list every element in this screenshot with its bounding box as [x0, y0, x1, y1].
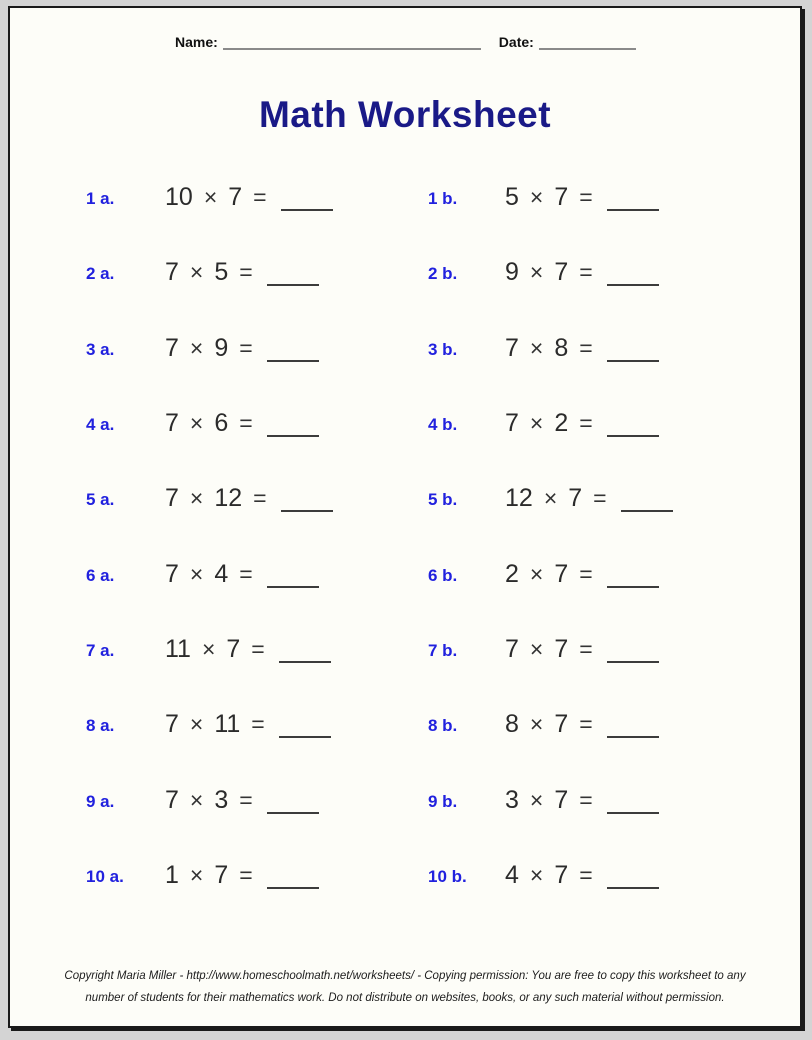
factor1: 7 [165, 484, 179, 513]
problem-label-10a: 10 a. [86, 866, 124, 886]
factor1: 1 [165, 860, 179, 889]
factor1: 5 [505, 183, 519, 212]
factor1: 7 [505, 634, 519, 663]
answer-blank [607, 431, 659, 437]
problem-2b [505, 258, 659, 287]
factor2: 7 [228, 183, 243, 212]
factor2: 12 [214, 484, 243, 513]
times-sign: × [529, 184, 544, 211]
factor2: 11 [214, 710, 241, 739]
problem-label-8a: 8 a. [86, 716, 115, 736]
answer-blank [607, 657, 659, 663]
answer-blank [607, 732, 659, 738]
factor1: 7 [165, 559, 179, 588]
factor2: 3 [214, 785, 229, 814]
problem-label-2b: 2 b. [428, 264, 458, 284]
problem-8b [505, 710, 659, 739]
factor1: 4 [505, 860, 519, 889]
problem-list [10, 160, 800, 913]
problem-row-1 [10, 160, 800, 235]
factor1: 12 [505, 484, 533, 513]
problem-3a [165, 334, 428, 363]
times-sign: × [529, 334, 544, 361]
times-sign: × [189, 334, 204, 361]
copyright-line-2: number of students for their mathematics work. Do not distribute on websites, books, or any such material without permission. [85, 992, 725, 1005]
answer-blank [607, 582, 659, 588]
problem-1a [165, 183, 428, 212]
problem-4a [165, 409, 428, 438]
factor1: 9 [505, 258, 519, 287]
answer-blank [267, 431, 319, 437]
problem-label-4a: 4 a. [86, 415, 115, 435]
problem-label-9b: 9 b. [428, 791, 458, 811]
equals-sign: = [239, 786, 253, 813]
times-sign: × [543, 485, 558, 512]
factor1: 7 [165, 785, 179, 814]
answer-blank [267, 582, 319, 588]
problem-row-4 [10, 386, 800, 461]
factor1: 7 [165, 258, 179, 287]
factor2: 5 [214, 258, 229, 287]
factor1: 7 [165, 710, 179, 739]
problem-label-2a: 2 a. [86, 264, 115, 284]
worksheet-page [8, 6, 802, 1028]
factor1: 2 [505, 559, 519, 588]
problem-label-3a: 3 a. [86, 339, 115, 359]
problem-label-5a: 5 a. [86, 490, 115, 510]
equals-sign: = [239, 861, 253, 888]
answer-blank [281, 506, 333, 512]
problem-label-4b: 4 b. [428, 415, 458, 435]
equals-sign: = [253, 184, 267, 211]
equals-sign: = [251, 711, 265, 738]
problem-label-8b: 8 b. [428, 716, 458, 736]
factor2: 2 [554, 409, 569, 438]
problem-9a [165, 786, 428, 815]
equals-sign: = [239, 410, 253, 437]
header [175, 34, 636, 50]
problem-row-6 [10, 536, 800, 611]
factor2: 7 [568, 484, 583, 513]
equals-sign: = [579, 861, 593, 888]
times-sign: × [189, 485, 204, 512]
factor2: 7 [554, 860, 569, 889]
problem-3b [505, 334, 659, 363]
equals-sign: = [579, 560, 593, 587]
problem-label-9a: 9 a. [86, 791, 115, 811]
answer-blank [607, 205, 659, 211]
problem-9b [505, 786, 659, 815]
factor1: 7 [165, 333, 179, 362]
factor1: 3 [505, 785, 519, 814]
equals-sign: = [579, 786, 593, 813]
times-sign: × [529, 560, 544, 587]
factor1: 8 [505, 710, 519, 739]
answer-blank [621, 506, 673, 512]
problem-7a [165, 635, 428, 664]
factor1: 7 [505, 409, 519, 438]
equals-sign: = [579, 259, 593, 286]
problem-label-1a: 1 a. [86, 189, 115, 209]
problem-row-7 [10, 612, 800, 687]
name-blank-line [223, 35, 481, 50]
factor1: 11 [165, 634, 191, 663]
problem-6a [165, 560, 428, 589]
problem-7b [505, 635, 659, 664]
problem-row-2 [10, 235, 800, 310]
equals-sign: = [253, 485, 267, 512]
answer-blank [267, 808, 319, 814]
times-sign: × [529, 861, 544, 888]
times-sign: × [189, 410, 204, 437]
factor1: 7 [505, 333, 519, 362]
factor2: 7 [554, 559, 569, 588]
problem-row-5 [10, 461, 800, 536]
equals-sign: = [579, 635, 593, 662]
equals-sign: = [579, 184, 593, 211]
factor1: 7 [165, 409, 179, 438]
factor2: 7 [554, 634, 569, 663]
factor2: 7 [226, 634, 241, 663]
equals-sign: = [239, 334, 253, 361]
factor2: 9 [214, 333, 229, 362]
factor2: 7 [554, 710, 569, 739]
problem-row-9 [10, 762, 800, 837]
problem-label-7b: 7 b. [428, 640, 458, 660]
problem-10b [505, 861, 659, 890]
answer-blank [607, 808, 659, 814]
date-blank-line [539, 35, 636, 50]
problem-1b [505, 183, 659, 212]
copyright-line-1: Copyright Maria Miller - http://www.homeschoolmath.net/worksheets/ - Copying permission: You are free to copy this worksheet to any [64, 970, 746, 983]
answer-blank [607, 280, 659, 286]
problem-5a [165, 484, 428, 513]
times-sign: × [529, 786, 544, 813]
problem-row-3 [10, 311, 800, 386]
problem-2a [165, 258, 428, 287]
problem-label-6b: 6 b. [428, 565, 458, 585]
answer-blank [281, 205, 333, 211]
equals-sign: = [579, 711, 593, 738]
problem-label-6a: 6 a. [86, 565, 115, 585]
factor2: 7 [554, 258, 569, 287]
problem-row-8 [10, 687, 800, 762]
problem-5b [505, 484, 673, 513]
problem-6b [505, 560, 659, 589]
factor2: 7 [554, 183, 569, 212]
problem-label-1b: 1 b. [428, 189, 458, 209]
factor2: 6 [214, 409, 229, 438]
times-sign: × [529, 410, 544, 437]
problem-label-7a: 7 a. [86, 640, 115, 660]
factor1: 10 [165, 183, 193, 212]
times-sign: × [189, 259, 204, 286]
factor2: 8 [554, 333, 569, 362]
answer-blank [279, 732, 331, 738]
equals-sign: = [251, 635, 265, 662]
answer-blank [267, 356, 319, 362]
equals-sign: = [579, 410, 593, 437]
answer-blank [267, 280, 319, 286]
times-sign: × [189, 560, 204, 587]
problem-label-5b: 5 b. [428, 490, 458, 510]
times-sign: × [203, 184, 218, 211]
times-sign: × [529, 711, 544, 738]
equals-sign: = [579, 334, 593, 361]
factor2: 7 [554, 785, 569, 814]
times-sign: × [189, 711, 204, 738]
times-sign: × [529, 635, 544, 662]
times-sign: × [201, 635, 216, 662]
factor2: 4 [214, 559, 229, 588]
name-label: Name: [175, 34, 218, 50]
date-label: Date: [498, 34, 534, 50]
problem-label-10b: 10 b. [428, 866, 467, 886]
problem-label-3b: 3 b. [428, 339, 458, 359]
equals-sign: = [593, 485, 607, 512]
equals-sign: = [239, 259, 253, 286]
answer-blank [279, 657, 331, 663]
answer-blank [607, 356, 659, 362]
page-title: Math Worksheet [258, 94, 552, 135]
times-sign: × [189, 786, 204, 813]
problem-4b [505, 409, 659, 438]
answer-blank [267, 883, 319, 889]
times-sign: × [529, 259, 544, 286]
equals-sign: = [239, 560, 253, 587]
factor2: 7 [214, 860, 229, 889]
problem-10a [165, 861, 428, 890]
problem-8a [165, 710, 428, 739]
copyright-footer [30, 966, 780, 1010]
times-sign: × [189, 861, 204, 888]
problem-row-10 [10, 838, 800, 913]
answer-blank [607, 883, 659, 889]
